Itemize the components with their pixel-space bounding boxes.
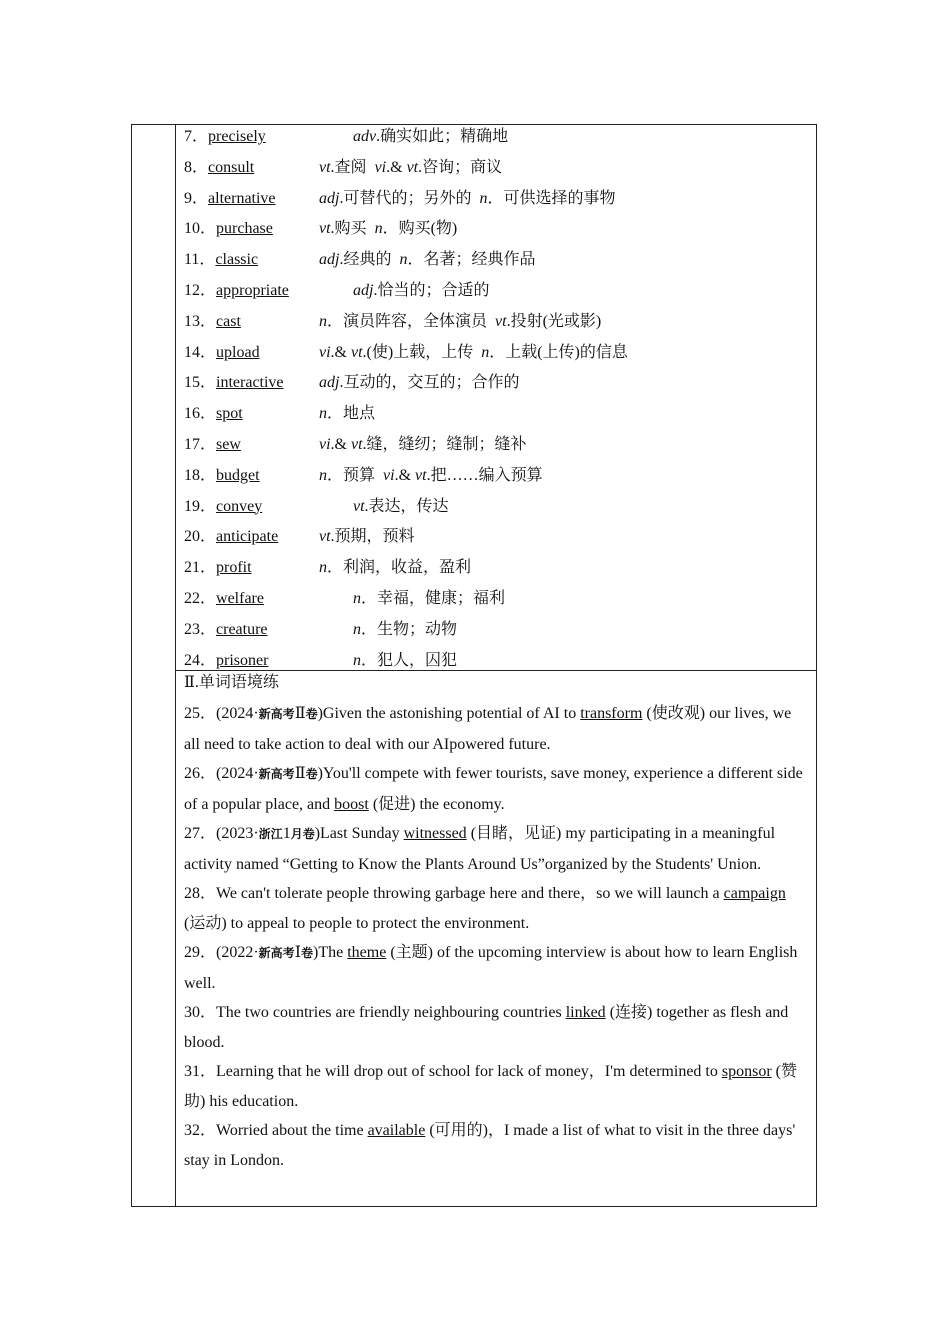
vocab-definition xyxy=(319,465,543,487)
part-of-speech: n xyxy=(319,312,327,330)
vocab-entry xyxy=(184,157,254,179)
vocab-number: 11． xyxy=(184,251,216,269)
vocab-row xyxy=(184,248,804,279)
exercise-list xyxy=(184,699,806,1175)
vocab-definition xyxy=(319,526,415,548)
part-of-speech: vt xyxy=(319,528,331,546)
exam-source: 月卷 xyxy=(290,827,315,841)
vocab-number: 8． xyxy=(184,158,209,176)
definition-text: .缝，缝纫；缝制；缝补 xyxy=(362,435,527,453)
definition-text: ．预算 xyxy=(327,466,384,484)
exercise-text: 29．(2022· xyxy=(184,944,259,961)
definition-text: ．演员阵容，全体演员 xyxy=(327,312,496,330)
definition-text: .互动的，交互的；合作的 xyxy=(339,374,520,392)
exam-source: 新高考 xyxy=(258,707,295,721)
vocab-word: appropriate xyxy=(216,281,289,299)
exam-source: 浙江 xyxy=(258,827,283,841)
exercise-text: )Given the astonishing potential of AI to xyxy=(317,705,581,722)
vocab-word: convey xyxy=(216,497,263,515)
vocab-definition xyxy=(353,588,505,610)
vocab-definition xyxy=(319,557,471,579)
exercise-text: (促进) the economy. xyxy=(368,795,505,813)
vocab-number: 20． xyxy=(184,528,217,546)
exercise-text: (赞助) his education. xyxy=(184,1063,797,1110)
vocab-definition xyxy=(319,372,519,394)
vocab-definition xyxy=(319,342,628,364)
vocab-definition xyxy=(319,403,375,425)
vocab-number: 15． xyxy=(184,374,217,392)
exercise-text: )Last Sunday xyxy=(314,825,404,842)
definition-text: .把……编入预算 xyxy=(426,466,543,484)
vocab-word: classic xyxy=(215,251,259,269)
vocab-number: 14． xyxy=(184,343,217,361)
vocab-row xyxy=(184,464,804,495)
vocab-row xyxy=(184,279,804,310)
exercise-item xyxy=(184,819,806,879)
left-margin-column xyxy=(132,125,176,1206)
vocab-row xyxy=(184,525,804,556)
part-of-speech: vt xyxy=(351,343,363,361)
definition-text: .& xyxy=(394,466,416,484)
answer-word: boost xyxy=(334,795,369,813)
exercise-text: 28．We can't tolerate people throwing garbage here and there，so we will launch a xyxy=(184,885,724,902)
definition-text: .投射(光或影) xyxy=(506,312,602,330)
vocab-number: 7． xyxy=(184,128,209,145)
vocab-entry xyxy=(184,280,289,302)
definition-text: ．利润，收益，盈利 xyxy=(327,559,472,577)
exercise-text: 31．Learning that he will drop out of school for lack of money，I'm determined to xyxy=(184,1063,722,1080)
definition-text: ．购买(物) xyxy=(382,220,458,238)
vocab-word: anticipate xyxy=(216,528,279,546)
exercise-text: )You'll compete with fewer tourists, save money, experience a different side of a popular place, and xyxy=(184,765,803,813)
exercise-text: (目睹，见证) my participating in a meaningful activity named “Getting to Know the Plants Around Us”organized by the Students' Union. xyxy=(184,825,776,873)
exercise-item xyxy=(184,1057,806,1116)
vocab-definition xyxy=(353,496,449,518)
vocab-word: sew xyxy=(216,435,241,453)
vocab-entry xyxy=(184,619,268,641)
vocab-word: creature xyxy=(216,620,268,638)
exercise-text: Ⅱ xyxy=(294,765,306,782)
vocab-number: 19． xyxy=(184,497,217,515)
answer-word: transform xyxy=(580,705,643,722)
vocab-definition xyxy=(353,650,457,672)
vocab-number: 16． xyxy=(184,405,217,423)
definition-text: .购买 xyxy=(330,220,375,238)
definition-text: .经典的 xyxy=(339,251,400,269)
exercise-text: 26．(2024· xyxy=(184,765,259,782)
exercise-text: (主题) of the upcoming interview is about how to learn English well. xyxy=(184,944,798,992)
part-of-speech: vt xyxy=(319,220,331,238)
part-of-speech: vt xyxy=(353,497,365,515)
vocab-entry xyxy=(184,496,262,518)
definition-text: ．名著；经典作品 xyxy=(407,251,536,269)
exercise-text: (使改观) our lives, we all need to take action to deal with our AIpowered future. xyxy=(184,705,792,753)
exercise-text: 30．The two countries are friendly neighbouring countries xyxy=(184,1004,566,1021)
vocab-number: 22． xyxy=(184,589,217,607)
part-of-speech: vt xyxy=(351,435,363,453)
part-of-speech: n xyxy=(353,589,361,607)
exercise-item xyxy=(184,998,806,1057)
part-of-speech: n xyxy=(353,620,361,638)
exercise-text: (可用的)，I made a list of what to visit in the three days' stay in London. xyxy=(184,1122,796,1169)
vocab-entry xyxy=(184,557,252,579)
vocab-entry xyxy=(184,126,266,148)
vocab-word: spot xyxy=(216,405,243,423)
part-of-speech: adj xyxy=(319,189,340,207)
vocab-number: 12． xyxy=(184,281,217,299)
vocab-entry xyxy=(184,465,260,487)
vocab-number: 18． xyxy=(184,466,217,484)
exercise-text: Ⅱ xyxy=(294,705,306,722)
part-of-speech: vi xyxy=(383,466,395,484)
exercise-item xyxy=(184,879,806,938)
vocab-word: purchase xyxy=(216,220,273,238)
exercise-text: )The xyxy=(313,944,348,961)
exercise-text: (连接) together as flesh and blood. xyxy=(184,1004,789,1051)
vocab-entry xyxy=(184,403,243,425)
vocab-number: 9． xyxy=(184,189,209,207)
part-of-speech: n xyxy=(399,251,408,269)
vocab-entry xyxy=(184,218,273,240)
part-of-speech: n xyxy=(374,220,383,238)
exam-source: 卷 xyxy=(301,946,314,960)
vocab-row xyxy=(184,187,804,218)
part-of-speech: n xyxy=(481,343,490,361)
vocab-word: upload xyxy=(216,343,260,361)
vocabulary-list xyxy=(184,125,804,679)
vocab-number: 17． xyxy=(184,435,217,453)
vocab-number: 13． xyxy=(184,312,217,330)
vocab-number: 21． xyxy=(184,559,217,577)
part-of-speech: vi xyxy=(374,158,387,176)
vocab-row xyxy=(184,125,804,156)
exercise-text: 32．Worried about the time xyxy=(184,1122,368,1139)
part-of-speech: vt xyxy=(319,158,331,176)
definition-text: ．犯人，囚犯 xyxy=(361,651,458,669)
part-of-speech: n xyxy=(479,189,488,207)
exercise-item xyxy=(184,1116,806,1175)
vocab-entry xyxy=(184,588,264,610)
worksheet-table xyxy=(131,124,817,1207)
exercise-item xyxy=(184,759,806,819)
vocab-row xyxy=(184,402,804,433)
part-of-speech: n xyxy=(319,405,327,423)
definition-text: ．可供选择的事物 xyxy=(487,189,616,207)
part-of-speech: n xyxy=(319,559,327,577)
exercise-item xyxy=(184,938,806,998)
definition-text: ．生物；动物 xyxy=(361,620,458,638)
vocab-word: interactive xyxy=(216,374,284,392)
vocab-row xyxy=(184,371,804,402)
vocab-definition xyxy=(319,218,457,240)
vocab-definition xyxy=(353,280,489,302)
vocab-row xyxy=(184,433,804,464)
vocab-definition xyxy=(319,249,535,271)
vocab-entry xyxy=(184,650,268,672)
definition-text: .确实如此；精确地 xyxy=(376,128,509,145)
vocab-word: welfare xyxy=(216,589,264,607)
definition-text: .& xyxy=(330,343,351,361)
vocab-entry xyxy=(184,249,258,271)
exam-source: 卷 xyxy=(305,707,318,721)
vocab-row xyxy=(184,495,804,526)
vocab-entry xyxy=(184,372,284,394)
exercise-text: (运动) to appeal to people to protect the environment. xyxy=(184,914,530,932)
answer-word: campaign xyxy=(723,885,786,902)
vocab-row xyxy=(184,156,804,187)
part-of-speech: n xyxy=(353,651,361,669)
definition-text: .可替代的；另外的 xyxy=(339,189,480,207)
answer-word: sponsor xyxy=(721,1063,772,1080)
vocab-number: 23． xyxy=(184,620,217,638)
part-of-speech: adv xyxy=(353,128,377,145)
section-title: Ⅱ.单词语境练 xyxy=(184,674,279,691)
vocab-row xyxy=(184,310,804,341)
part-of-speech: adj xyxy=(353,281,374,299)
vocab-number: 10． xyxy=(184,220,217,238)
definition-text: .咨询；商议 xyxy=(418,158,503,176)
exercise-text: 25．(2024· xyxy=(184,705,259,722)
answer-word: linked xyxy=(565,1004,606,1021)
definition-text: ．上载(上传)的信息 xyxy=(489,343,628,361)
answer-word: theme xyxy=(347,944,387,961)
vocab-row xyxy=(184,587,804,618)
vocab-entry xyxy=(184,342,260,364)
part-of-speech: vt xyxy=(406,158,419,176)
vocab-entry xyxy=(184,526,278,548)
definition-text: .& xyxy=(386,158,407,176)
exam-source: 新高考 xyxy=(258,767,295,781)
vocab-definition xyxy=(319,434,527,456)
exam-source: 新高考 xyxy=(258,946,295,960)
vocab-entry xyxy=(184,434,241,456)
vocab-word: budget xyxy=(216,466,260,484)
definition-text: .预期，预料 xyxy=(330,528,415,546)
vocab-word: profit xyxy=(216,559,252,577)
definition-text: .表达，传达 xyxy=(364,497,449,515)
vocab-number: 24． xyxy=(184,651,217,669)
answer-word: available xyxy=(367,1122,426,1139)
exam-source: 卷 xyxy=(305,767,318,781)
definition-text: .查阅 xyxy=(330,158,375,176)
part-of-speech: adj xyxy=(319,251,340,269)
vocab-definition xyxy=(353,619,457,641)
part-of-speech: adj xyxy=(319,374,340,392)
answer-word: witnessed xyxy=(403,825,467,842)
vocab-word: alternative xyxy=(208,189,276,207)
part-of-speech: vi xyxy=(319,435,331,453)
definition-text: .& xyxy=(330,435,351,453)
vocab-entry xyxy=(184,311,241,333)
definition-text: .(使)上载，上传 xyxy=(362,343,482,361)
vocab-entry xyxy=(184,188,276,210)
vocab-row xyxy=(184,217,804,248)
part-of-speech: n xyxy=(319,466,327,484)
part-of-speech: vt xyxy=(495,312,507,330)
vocab-definition xyxy=(319,188,615,210)
context-exercise-section xyxy=(184,673,806,1175)
definition-text: .恰当的；合适的 xyxy=(373,281,490,299)
vocab-word: cast xyxy=(216,312,241,330)
exercise-text: Ⅰ xyxy=(294,944,302,961)
definition-text: ．幸福，健康；福利 xyxy=(361,589,506,607)
vocab-word: consult xyxy=(208,158,255,176)
vocab-word: precisely xyxy=(208,128,266,145)
exercise-text: 27．(2023· xyxy=(184,825,259,842)
vocab-row xyxy=(184,341,804,372)
vocab-row xyxy=(184,618,804,649)
vocab-definition xyxy=(353,126,508,148)
exercise-text: 1 xyxy=(282,825,291,842)
vocab-definition xyxy=(319,311,601,333)
part-of-speech: vi xyxy=(319,343,331,361)
vocab-row xyxy=(184,556,804,587)
vocab-word: prisoner xyxy=(216,651,269,669)
definition-text: ．地点 xyxy=(327,405,376,423)
exercise-item xyxy=(184,699,806,759)
vocab-definition xyxy=(319,157,502,179)
part-of-speech: vt xyxy=(415,466,427,484)
